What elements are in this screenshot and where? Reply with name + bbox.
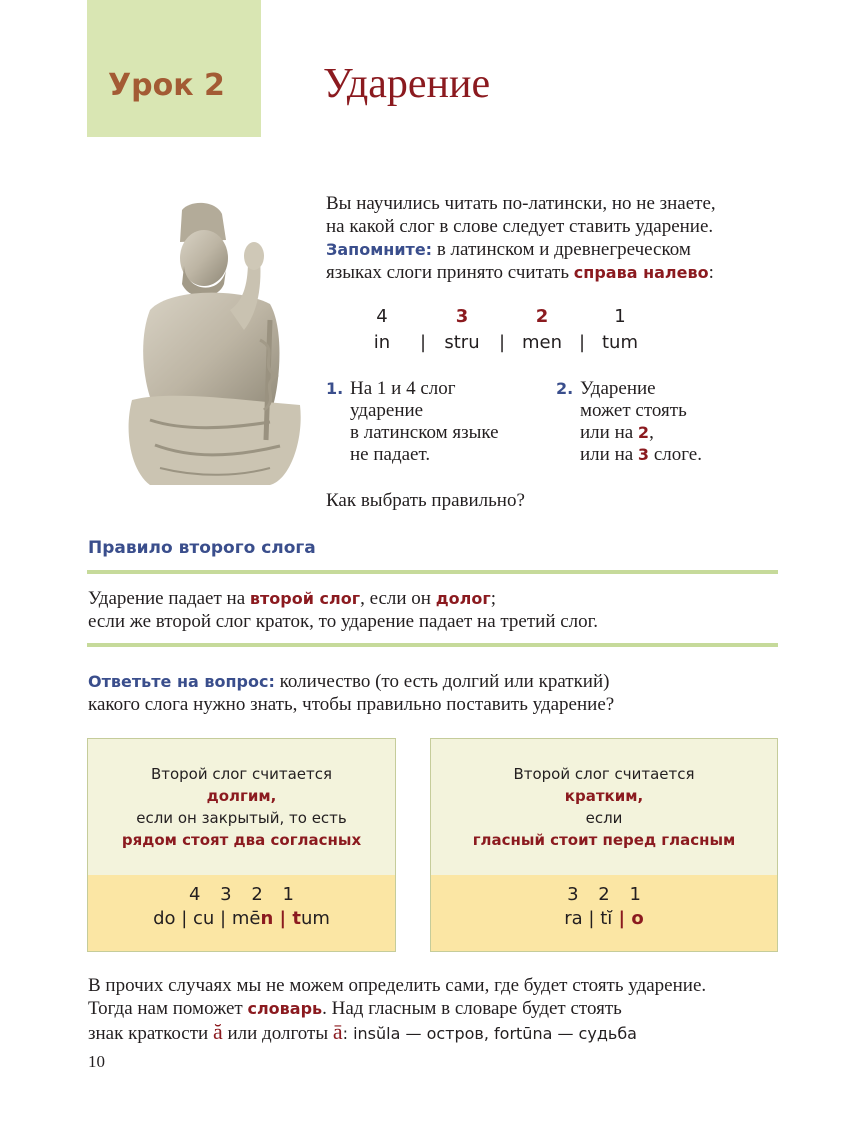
rule-line bbox=[580, 444, 702, 466]
closing-text: . Над гласным в словаре будет стоять bbox=[322, 998, 622, 1019]
closing-line bbox=[88, 1020, 788, 1045]
example-word bbox=[431, 907, 777, 931]
card-highlight: гласный стоит перед гласным bbox=[472, 831, 736, 849]
intro-text: в латинском и древнегреческом bbox=[432, 239, 691, 260]
rule-text: или на bbox=[580, 422, 638, 443]
examples-text: : insŭla — остров, fortūna — судьба bbox=[342, 1024, 637, 1043]
syllable-number: 1 bbox=[614, 306, 626, 327]
card-highlight: рядом стоят два согласных bbox=[121, 831, 362, 849]
intro-line bbox=[326, 261, 766, 284]
rule-para-text: ; bbox=[490, 588, 496, 609]
intro-text: : bbox=[708, 262, 714, 283]
rule-line: На 1 и 4 слог bbox=[350, 378, 456, 399]
syllable-text: tum bbox=[602, 332, 638, 353]
rule-line: может стоять bbox=[580, 400, 687, 421]
rule-para-text: Ударение падает на bbox=[88, 588, 250, 609]
card-highlight: кратким, bbox=[564, 787, 644, 805]
syllable bbox=[512, 306, 572, 353]
rule-text: или на bbox=[580, 444, 638, 465]
rule-one bbox=[326, 378, 499, 466]
rule-line: Ударение bbox=[580, 378, 656, 399]
closing-line: В прочих случаях мы не можем определить сами, где будет стоять ударение. bbox=[88, 975, 707, 996]
example-numbers: 3 2 1 bbox=[567, 884, 641, 905]
rule-para-line bbox=[88, 587, 778, 610]
rule-para-line: если же второй слог краток, то ударение падает на третий слог. bbox=[88, 611, 599, 632]
section-heading: Правило второго слога bbox=[88, 538, 316, 558]
macron-glyph: ā bbox=[332, 1019, 343, 1044]
long-syllable-card bbox=[87, 738, 396, 952]
card-line: Второй слог считается bbox=[513, 765, 695, 783]
exercise-question bbox=[88, 670, 778, 716]
syllable bbox=[352, 306, 412, 353]
syllable-number: 3 bbox=[455, 306, 469, 327]
card-highlight: долгим, bbox=[206, 787, 277, 805]
question-text: Как выбрать правильно? bbox=[326, 490, 525, 511]
divider bbox=[87, 570, 778, 574]
remember-label: Запомните: bbox=[326, 240, 433, 259]
statue-illustration bbox=[120, 200, 305, 490]
card-example bbox=[88, 875, 395, 951]
closing-paragraph bbox=[88, 974, 788, 1045]
rule-line bbox=[580, 422, 702, 444]
example-highlight: t bbox=[292, 908, 301, 929]
example-highlight: | o bbox=[612, 908, 644, 929]
syllable-text: in bbox=[373, 332, 391, 353]
example-text: um bbox=[300, 908, 330, 929]
example-numbers: 4 3 2 1 bbox=[189, 884, 294, 905]
lesson-label: Урок 2 bbox=[108, 68, 225, 103]
example-highlight: | bbox=[273, 908, 293, 929]
syllable-text: stru bbox=[444, 332, 480, 353]
second-syllable-highlight: второй слог bbox=[249, 589, 361, 608]
syllable-separator: | bbox=[579, 332, 586, 353]
long-highlight: долог bbox=[435, 589, 491, 608]
closing-line bbox=[88, 997, 788, 1020]
rule-para-text: , если он bbox=[360, 588, 436, 609]
ask-line bbox=[88, 670, 778, 693]
syllable-separator: | bbox=[420, 332, 427, 353]
dictionary-highlight: словарь bbox=[247, 999, 323, 1018]
syllable-2-highlight: 2 bbox=[637, 423, 650, 442]
rule-number: 1. bbox=[326, 379, 344, 398]
syllable bbox=[590, 306, 650, 353]
intro-paragraph bbox=[326, 192, 766, 284]
syllable-separator: | bbox=[499, 332, 506, 353]
rule-line: в латинском языке bbox=[350, 422, 499, 443]
card-line: если bbox=[585, 809, 623, 827]
syllable-breakdown bbox=[352, 306, 672, 366]
rule-text: слоге. bbox=[649, 444, 702, 465]
ask-line: какого слога нужно знать, чтобы правильно поставить ударение? bbox=[88, 694, 615, 715]
syllable-text: men bbox=[521, 332, 563, 353]
short-syllable-card bbox=[430, 738, 778, 952]
intro-line: на какой слог в слове следует ставить ударение. bbox=[326, 216, 714, 237]
syllable-3-highlight: 3 bbox=[637, 445, 650, 464]
intro-line bbox=[326, 238, 766, 261]
syllable-number: 2 bbox=[535, 306, 549, 327]
closing-text: Тогда нам поможет bbox=[88, 998, 248, 1019]
closing-text: знак краткости bbox=[88, 1023, 213, 1044]
right-to-left-highlight: справа налево bbox=[573, 263, 709, 282]
example-word bbox=[88, 907, 395, 931]
rule-number: 2. bbox=[556, 379, 574, 398]
rule-line: не падает. bbox=[350, 444, 431, 465]
example-text: ra | tĭ bbox=[564, 908, 613, 929]
rule-paragraph bbox=[88, 587, 778, 633]
breve-glyph: ă bbox=[212, 1019, 223, 1044]
divider bbox=[87, 643, 778, 647]
card-line: Второй слог считается bbox=[150, 765, 333, 783]
card-line: если он закрытый, то есть bbox=[136, 809, 347, 827]
card-example bbox=[431, 875, 777, 951]
page-title: Ударение bbox=[323, 61, 491, 107]
rule-line: ударение bbox=[350, 400, 424, 421]
intro-text: языках слоги принято считать bbox=[326, 262, 574, 283]
closing-text: или долготы bbox=[222, 1023, 333, 1044]
rule-text: , bbox=[649, 422, 654, 443]
rule-two bbox=[556, 378, 702, 466]
example-text: do | cu | mē bbox=[153, 908, 261, 929]
syllable-number: 4 bbox=[376, 306, 388, 327]
example-highlight: n bbox=[260, 908, 274, 929]
syllable bbox=[432, 306, 492, 353]
page-number: 10 bbox=[88, 1052, 105, 1071]
ask-text: количество (то есть долгий или краткий) bbox=[274, 671, 610, 692]
ask-label: Ответьте на вопрос: bbox=[88, 672, 275, 691]
intro-line: Вы научились читать по-латински, но не знаете, bbox=[326, 193, 716, 214]
